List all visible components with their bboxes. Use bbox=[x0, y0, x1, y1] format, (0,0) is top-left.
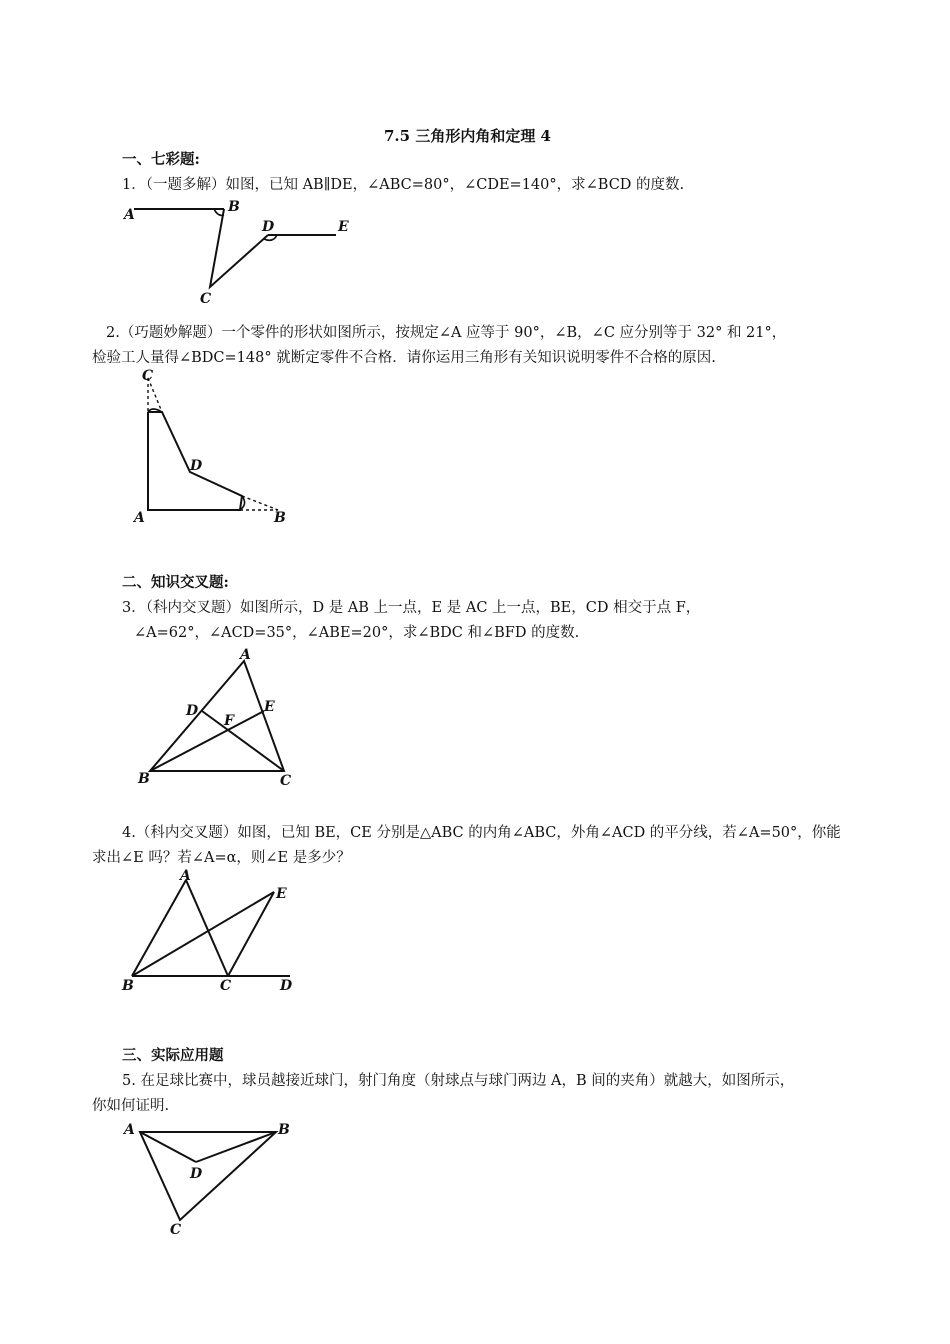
fig3-label-d: D bbox=[186, 703, 199, 719]
fig2-label-c: C bbox=[142, 368, 154, 384]
fig3-label-e: E bbox=[264, 699, 275, 715]
figure-4-diagram bbox=[118, 868, 318, 998]
problem-1-text: 1．（一题多解）如图，已知 AB∥DE，∠ABC=80°，∠CDE=140°，求∠BCD 的度数. bbox=[122, 177, 685, 193]
problem-2-text-line1: 2.（巧题妙解题）一个零件的形状如图所示，按规定∠A 应等于 90°，∠B，∠C 应分别等于 32° 和 21°， bbox=[106, 325, 787, 341]
problem-5-text-line2: 你如何证明. bbox=[92, 1098, 170, 1114]
fig3-label-a: A bbox=[240, 647, 251, 663]
figure-1-diagram bbox=[118, 195, 378, 310]
fig3-label-b: B bbox=[138, 771, 150, 787]
fig4-label-e: E bbox=[276, 886, 287, 902]
fig5-segment-ad bbox=[140, 1132, 196, 1162]
problem-4-text-line1: 4.（科内交叉题）如图，已知 BE，CE 分别是△ABC 的内角∠ABC，外角∠ACD 的平分线，若∠A=50°，你能 bbox=[122, 825, 841, 841]
fig4-segment-ac bbox=[186, 880, 228, 976]
fig5-label-c: C bbox=[170, 1222, 182, 1238]
fig2-label-b: B bbox=[274, 510, 286, 526]
figure-2-diagram bbox=[130, 368, 330, 528]
problem-4-text-line2: 求出∠E 吗？若∠A=α，则∠E 是多少？ bbox=[92, 850, 351, 866]
section-heading-2: 二、知识交叉题: bbox=[122, 574, 229, 591]
fig5-segment-bd bbox=[196, 1132, 276, 1162]
fig1-label-b: B bbox=[228, 199, 240, 215]
problem-5-text-line1: 5. 在足球比赛中，球员越接近球门，射门角度（射球点与球门两边 A，B 间的夹角）就越大，如图所示， bbox=[122, 1073, 795, 1089]
fig5-label-a: A bbox=[124, 1122, 135, 1138]
fig2-label-a: A bbox=[134, 510, 145, 526]
problem-2-text-line2: 检验工人量得∠BDC=148° 就断定零件不合格．请你运用三角形有关知识说明零件不合格的原因. bbox=[92, 350, 716, 366]
fig4-label-c: C bbox=[220, 978, 232, 994]
fig1-label-a: A bbox=[124, 207, 135, 223]
fig1-label-e: E bbox=[338, 219, 349, 235]
fig3-segment-cd bbox=[202, 711, 284, 771]
fig3-segment-be bbox=[150, 711, 264, 771]
fig2-label-d: D bbox=[190, 458, 203, 474]
problem-3-text-line2: ∠A=62°，∠ACD=35°，∠ABE=20°，求∠BDC 和∠BFD 的度数. bbox=[134, 625, 580, 641]
fig1-segment-bcd bbox=[210, 209, 268, 287]
section-heading-3: 三、实际应用题 bbox=[122, 1047, 224, 1064]
fig4-segment-be bbox=[132, 892, 274, 976]
fig3-label-f: F bbox=[224, 713, 234, 729]
fig3-label-c: C bbox=[280, 773, 292, 789]
fig5-label-b: B bbox=[278, 1122, 290, 1138]
fig3-triangle-abc bbox=[150, 661, 284, 771]
fig2-dashed-b2 bbox=[242, 496, 278, 510]
fig4-label-b: B bbox=[122, 978, 134, 994]
fig4-segment-ab bbox=[132, 880, 186, 976]
page-title: 7.5 三角形内角和定理 4 bbox=[384, 127, 551, 145]
fig4-label-d: D bbox=[280, 978, 293, 994]
fig5-label-d: D bbox=[190, 1166, 203, 1182]
fig5-triangle-abc bbox=[140, 1132, 276, 1220]
section-heading-1: 一、七彩题: bbox=[122, 151, 200, 168]
problem-3-text-line1: 3．（科内交叉题）如图所示，D 是 AB 上一点，E 是 AC 上一点，BE，CD 相交于点 F， bbox=[122, 600, 701, 616]
fig1-label-d: D bbox=[262, 219, 275, 235]
fig4-label-a: A bbox=[180, 868, 191, 884]
figure-3-diagram bbox=[134, 645, 314, 789]
figure-5-diagram bbox=[120, 1120, 320, 1240]
fig1-label-c: C bbox=[200, 291, 212, 307]
